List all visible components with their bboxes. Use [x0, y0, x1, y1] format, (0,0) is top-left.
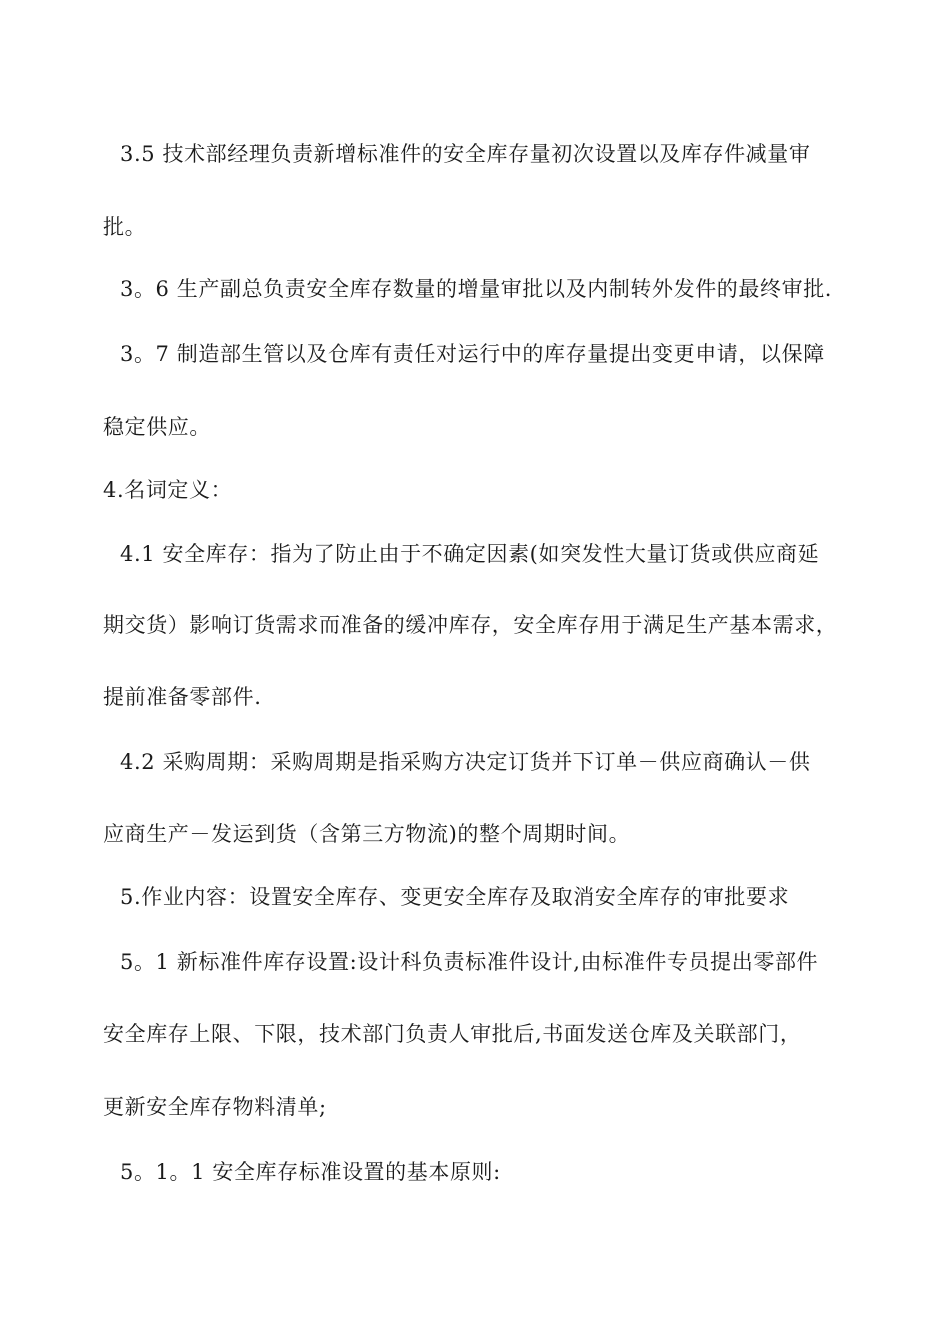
paragraph-line: 安全库存上限、下限，技术部门负责人审批后,书面发送仓库及关联部门，: [103, 1022, 802, 1046]
paragraph-line: 应商生产－发运到货（含第三方物流)的整个周期时间。: [103, 822, 631, 846]
paragraph-line: 5。1 新标准件库存设置:设计科负责标准件设计,由标准件专员提出零部件: [120, 950, 819, 974]
paragraph-line: 提前准备零部件.: [103, 685, 262, 709]
paragraph-line: 3。7 制造部生管以及仓库有责任对运行中的库存量提出变更申请，以保障: [120, 342, 825, 366]
paragraph-line: 更新安全库存物料清单;: [103, 1095, 327, 1119]
paragraph-line: 4.2 采购周期：采购周期是指采购方决定订货并下订单－供应商确认－供: [120, 750, 811, 774]
paragraph-line: 3。6 生产副总负责安全库存数量的增量审批以及内制转外发件的最终审批.: [120, 277, 833, 301]
section-heading: 4.名词定义：: [103, 478, 233, 502]
paragraph-line: 3.5 技术部经理负责新增标准件的安全库存量初次设置以及库存件减量审: [120, 142, 811, 166]
paragraph-line: 稳定供应。: [103, 415, 211, 439]
section-heading: 5.作业内容：设置安全库存、变更安全库存及取消安全库存的审批要求: [120, 885, 790, 909]
subsection-heading: 5。1。1 安全库存标准设置的基本原则:: [120, 1160, 501, 1184]
paragraph-line: 4.1 安全库存：指为了防止由于不确定因素(如突发性大量订货或供应商延: [120, 542, 820, 566]
paragraph-line: 批。: [103, 215, 147, 239]
paragraph-line: 期交货）影响订货需求而准备的缓冲库存，安全库存用于满足生产基本需求，: [103, 613, 838, 637]
